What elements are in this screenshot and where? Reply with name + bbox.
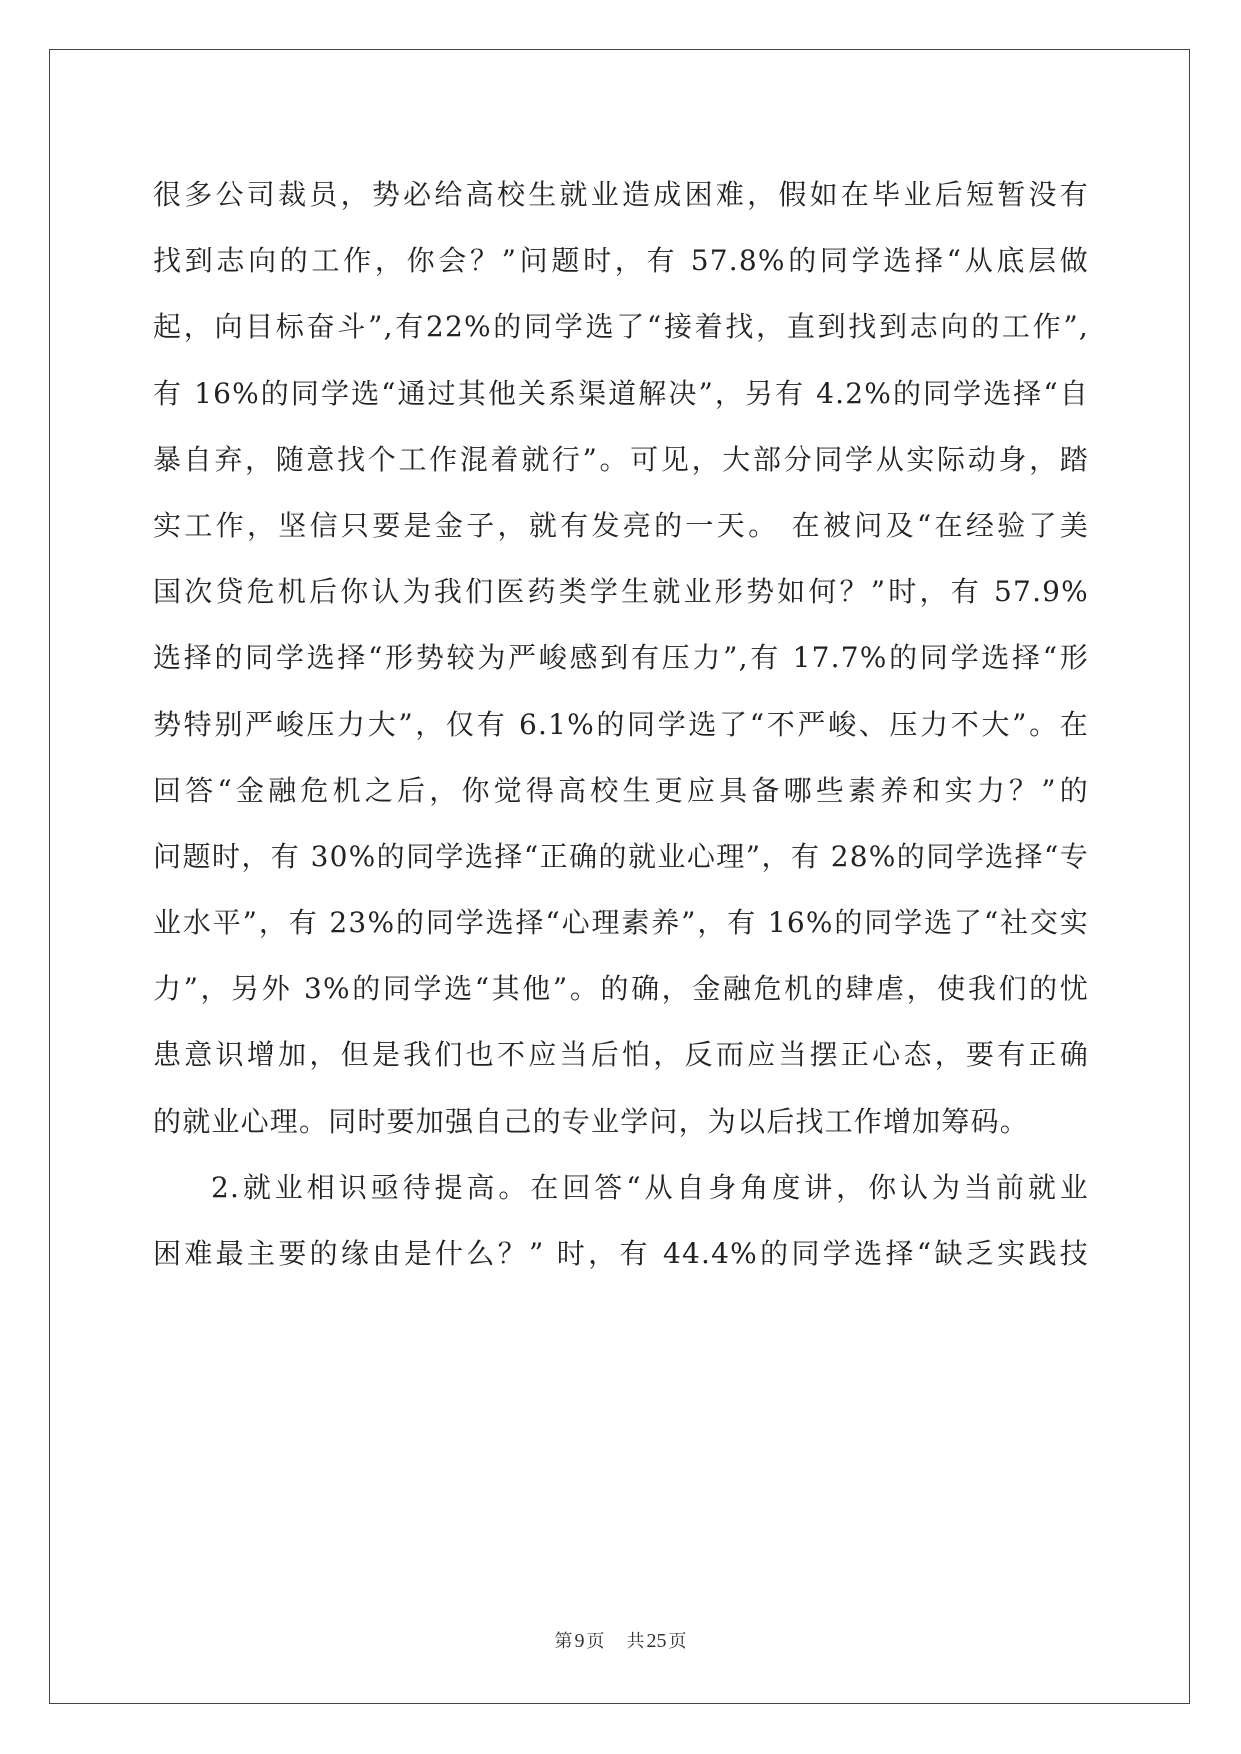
footer-total-pages: 25	[646, 1630, 667, 1652]
text-line: 业水平”，有 23%的同学选择“心理素养”，有 16%的同学选了“社交实	[153, 906, 1089, 940]
paragraph-start-line: 2.就业相识亟待提高。在回答“从自身角度讲，你认为当前就业	[211, 1170, 1089, 1204]
text-line: 问题时，有 30%的同学选择“正确的就业心理”，有 28%的同学选择“专	[153, 839, 1089, 873]
body-text	[153, 162, 1089, 1287]
text-line: 的就业心理。同时要加强自己的专业学问，为以后找工作增加筹码。	[153, 1104, 1030, 1138]
text-line: 困难最主要的缘由是什么？” 时，有 44.4%的同学选择“缺乏实践技	[153, 1237, 1089, 1270]
text-line: 有 16%的同学选“通过其他关系渠道解决”，另有 4.2%的同学选择“自	[153, 376, 1089, 410]
text-line: 势特别严峻压力大”，仅有 6.1%的同学选了“不严峻、压力不大”。在	[153, 707, 1089, 741]
text-line: 患意识增加，但是我们也不应当后怕，反而应当摆正心态，要有正确	[153, 1038, 1089, 1072]
text-line: 国次贷危机后你认为我们医药类学生就业形势如何？”时，有 57.9%	[153, 575, 1089, 609]
text-line: 回答“金融危机之后，你觉得高校生更应具备哪些素养和实力？”的	[153, 773, 1089, 807]
footer-page-prefix: 第	[554, 1631, 573, 1652]
text-line: 选择的同学选择“形势较为严峻感到有压力”,有 17.7%的同学选择“形	[153, 641, 1089, 675]
text-line: 力”，另外 3%的同学选“其他”。的确，金融危机的肆虐，使我们的忧	[153, 972, 1089, 1006]
text-line: 起，向目标奋斗”,有22%的同学选了“接着找，直到找到志向的工作”,	[153, 310, 1089, 344]
text-line: 实工作，坚信只要是金子，就有发亮的一天。 在被问及“在经验了美	[153, 508, 1089, 542]
page-footer	[0, 1627, 1241, 1653]
footer-page-suffix: 页	[586, 1631, 605, 1652]
text-line: 暴自弃，随意找个工作混着就行”。可见，大部分同学从实际动身，踏	[153, 442, 1089, 476]
footer-total-prefix: 共	[626, 1631, 645, 1652]
footer-page-number: 9	[574, 1630, 585, 1652]
text-line: 找到志向的工作，你会？”问题时，有 57.8%的同学选择“从底层做	[153, 244, 1089, 278]
text-line: 很多公司裁员，势必给高校生就业造成困难，假如在毕业后短暂没有	[153, 178, 1089, 211]
footer-total-suffix: 页	[668, 1631, 687, 1652]
